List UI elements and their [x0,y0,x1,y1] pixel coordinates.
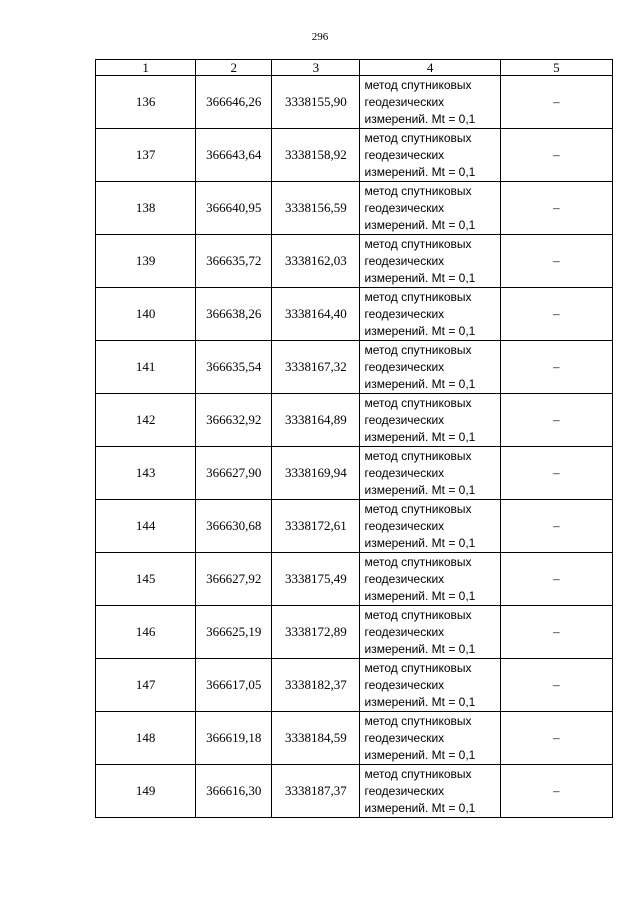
point-number-cell: 141 [96,341,196,394]
method-line: измерений. Mt = 0,1 [364,641,476,656]
method-cell [360,553,500,606]
table-row [96,235,613,288]
method-line: геодезических [364,412,445,427]
point-number-cell: 146 [96,606,196,659]
note-cell: – [500,447,612,500]
table-row [96,76,613,129]
point-number-cell: 147 [96,659,196,712]
method-line: измерений. Mt = 0,1 [364,376,476,391]
method-line: геодезических [364,571,445,586]
note-cell: – [500,235,612,288]
x-coordinate-cell: 366619,18 [196,712,272,765]
method-line: геодезических [364,359,445,374]
table-body [96,76,613,818]
point-number-cell: 149 [96,765,196,818]
point-number-cell: 140 [96,288,196,341]
method-line: измерений. Mt = 0,1 [364,429,476,444]
method-line: измерений. Mt = 0,1 [364,535,476,550]
method-cell [360,288,500,341]
y-coordinate-cell: 3338164,89 [272,394,360,447]
y-coordinate-cell: 3338172,61 [272,500,360,553]
method-line: измерений. Mt = 0,1 [364,482,476,497]
method-line: метод спутниковых [364,395,472,410]
method-cell [360,182,500,235]
table-row [96,341,613,394]
x-coordinate-cell: 366625,19 [196,606,272,659]
note-cell: – [500,76,612,129]
y-coordinate-cell: 3338182,37 [272,659,360,712]
table-row [96,659,613,712]
y-coordinate-cell: 3338187,37 [272,765,360,818]
x-coordinate-cell: 366638,26 [196,288,272,341]
method-line: метод спутниковых [364,183,472,198]
method-line: геодезических [364,677,445,692]
column-header-4: 4 [360,60,500,76]
table-row [96,606,613,659]
point-number-cell: 136 [96,76,196,129]
method-line: метод спутниковых [364,289,472,304]
point-number-cell: 139 [96,235,196,288]
method-line: геодезических [364,94,445,109]
table-row [96,712,613,765]
table-header-row [96,60,613,76]
point-number-cell: 148 [96,712,196,765]
y-coordinate-cell: 3338172,89 [272,606,360,659]
point-number-cell: 137 [96,129,196,182]
y-coordinate-cell: 3338169,94 [272,447,360,500]
point-number-cell: 143 [96,447,196,500]
method-cell [360,235,500,288]
method-line: измерений. Mt = 0,1 [364,164,476,179]
method-line: геодезических [364,783,445,798]
method-line: измерений. Mt = 0,1 [364,694,476,709]
method-cell [360,447,500,500]
y-coordinate-cell: 3338155,90 [272,76,360,129]
method-line: метод спутниковых [364,766,472,781]
method-line: метод спутниковых [364,448,472,463]
method-cell [360,76,500,129]
table-row [96,394,613,447]
y-coordinate-cell: 3338167,32 [272,341,360,394]
note-cell: – [500,712,612,765]
method-cell [360,712,500,765]
x-coordinate-cell: 366616,30 [196,765,272,818]
table-row [96,765,613,818]
method-line: геодезических [364,200,445,215]
point-number-cell: 144 [96,500,196,553]
method-line: метод спутниковых [364,130,472,145]
y-coordinate-cell: 3338164,40 [272,288,360,341]
point-number-cell: 142 [96,394,196,447]
method-cell [360,606,500,659]
column-header-2: 2 [196,60,272,76]
y-coordinate-cell: 3338162,03 [272,235,360,288]
note-cell: – [500,500,612,553]
note-cell: – [500,606,612,659]
table-row [96,447,613,500]
table-row [96,288,613,341]
table-row [96,500,613,553]
method-line: измерений. Mt = 0,1 [364,747,476,762]
method-line: метод спутниковых [364,236,472,251]
method-line: метод спутниковых [364,501,472,516]
method-line: измерений. Mt = 0,1 [364,270,476,285]
table-row [96,553,613,606]
method-line: геодезических [364,306,445,321]
x-coordinate-cell: 366643,64 [196,129,272,182]
method-line: геодезических [364,253,445,268]
method-cell [360,500,500,553]
point-number-cell: 138 [96,182,196,235]
x-coordinate-cell: 366617,05 [196,659,272,712]
method-line: измерений. Mt = 0,1 [364,800,476,815]
note-cell: – [500,288,612,341]
column-header-5: 5 [500,60,612,76]
x-coordinate-cell: 366646,26 [196,76,272,129]
note-cell: – [500,553,612,606]
x-coordinate-cell: 366632,92 [196,394,272,447]
note-cell: – [500,659,612,712]
point-number-cell: 145 [96,553,196,606]
method-line: геодезических [364,147,445,162]
method-line: измерений. Mt = 0,1 [364,588,476,603]
method-line: метод спутниковых [364,660,472,675]
y-coordinate-cell: 3338158,92 [272,129,360,182]
note-cell: – [500,341,612,394]
method-cell [360,765,500,818]
x-coordinate-cell: 366635,54 [196,341,272,394]
note-cell: – [500,129,612,182]
page-number: 296 [311,31,329,43]
method-line: измерений. Mt = 0,1 [364,217,476,232]
x-coordinate-cell: 366627,92 [196,553,272,606]
method-line: геодезических [364,518,445,533]
table-row [96,129,613,182]
method-cell [360,129,500,182]
method-line: метод спутниковых [364,713,472,728]
method-line: метод спутниковых [364,77,472,92]
y-coordinate-cell: 3338184,59 [272,712,360,765]
column-header-1: 1 [96,60,196,76]
x-coordinate-cell: 366635,72 [196,235,272,288]
method-line: геодезических [364,465,445,480]
method-line: геодезических [364,730,445,745]
method-line: метод спутниковых [364,554,472,569]
method-line: измерений. Mt = 0,1 [364,323,476,338]
y-coordinate-cell: 3338175,49 [272,553,360,606]
column-header-3: 3 [272,60,360,76]
coordinates-table [95,59,613,818]
method-line: метод спутниковых [364,342,472,357]
note-cell: – [500,182,612,235]
method-line: метод спутниковых [364,607,472,622]
x-coordinate-cell: 366627,90 [196,447,272,500]
method-cell [360,659,500,712]
note-cell: – [500,394,612,447]
table-row [96,182,613,235]
method-cell [360,341,500,394]
note-cell: – [500,765,612,818]
method-line: геодезических [364,624,445,639]
y-coordinate-cell: 3338156,59 [272,182,360,235]
method-cell [360,394,500,447]
method-line: измерений. Mt = 0,1 [364,111,476,126]
x-coordinate-cell: 366630,68 [196,500,272,553]
x-coordinate-cell: 366640,95 [196,182,272,235]
